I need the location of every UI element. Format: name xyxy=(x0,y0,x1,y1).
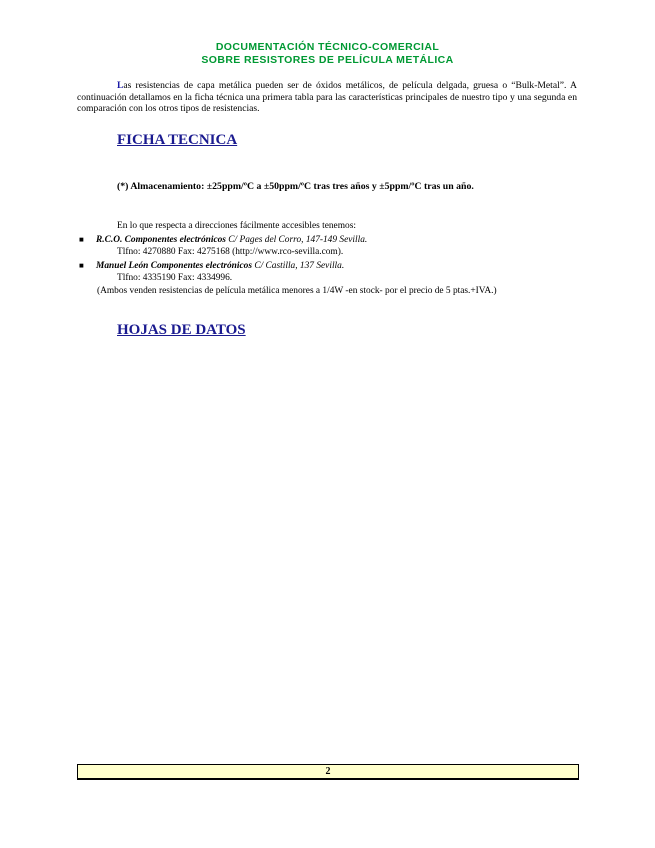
header-line-2: SOBRE RESISTORES DE PELÍCULA METÁLICA xyxy=(201,54,454,66)
bullet-icon: ■ xyxy=(79,261,84,270)
section-title-ficha-tecnica: FICHA TECNICA xyxy=(117,132,238,148)
list-item xyxy=(79,260,344,284)
section-title-hojas-de-datos: HOJAS DE DATOS xyxy=(117,322,246,338)
company-address: C/ Pages del Corro, 147-149 Sevilla. xyxy=(225,235,368,245)
addresses-intro: En lo que respecta a direcciones fácilmente accesibles tenemos: xyxy=(117,221,356,231)
list-item xyxy=(79,234,367,258)
document-header xyxy=(0,41,655,67)
company-name: Manuel León Componentes electrónicos xyxy=(96,261,252,271)
intro-dropcap: L xyxy=(117,80,124,91)
company-address: C/ Castilla, 137 Sevilla. xyxy=(252,261,345,271)
intro-paragraph xyxy=(77,80,577,115)
bullet-icon: ■ xyxy=(79,235,84,244)
company-name: R.C.O. Componentes electrónicos xyxy=(96,235,226,245)
company-contact: Tlfno: 4335190 Fax: 4334996. xyxy=(117,273,233,283)
page-footer xyxy=(77,764,579,780)
header-line-1: DOCUMENTACIÓN TÉCNICO-COMERCIAL xyxy=(215,41,440,53)
page-number: 2 xyxy=(325,766,331,777)
storage-note: (*) Almacenamiento: ±25ppm/ºC a ±50ppm/ºC tras tres años y ±5ppm/ºC tras un año. xyxy=(117,181,474,192)
company-line xyxy=(79,234,367,246)
stock-price-note: (Ambos venden resistencias de película metálica menores a 1/4W -en stock- por el precio de 5 ptas.+IVA.) xyxy=(97,286,497,296)
company-contact: Tlfno: 4270880 Fax: 4275168 (http://www.rco-sevilla.com). xyxy=(117,247,344,257)
company-line xyxy=(79,260,344,272)
intro-text: as resistencias de capa metálica pueden ser de óxidos metálicos, de película delgada, gruesa o “Bulk-Metal”. A continuación detallamos en la ficha técnica una primera tabla para las características principales de nuestro tipo y una segunda en comparación con los otros tipos de resistencias. xyxy=(77,80,577,115)
